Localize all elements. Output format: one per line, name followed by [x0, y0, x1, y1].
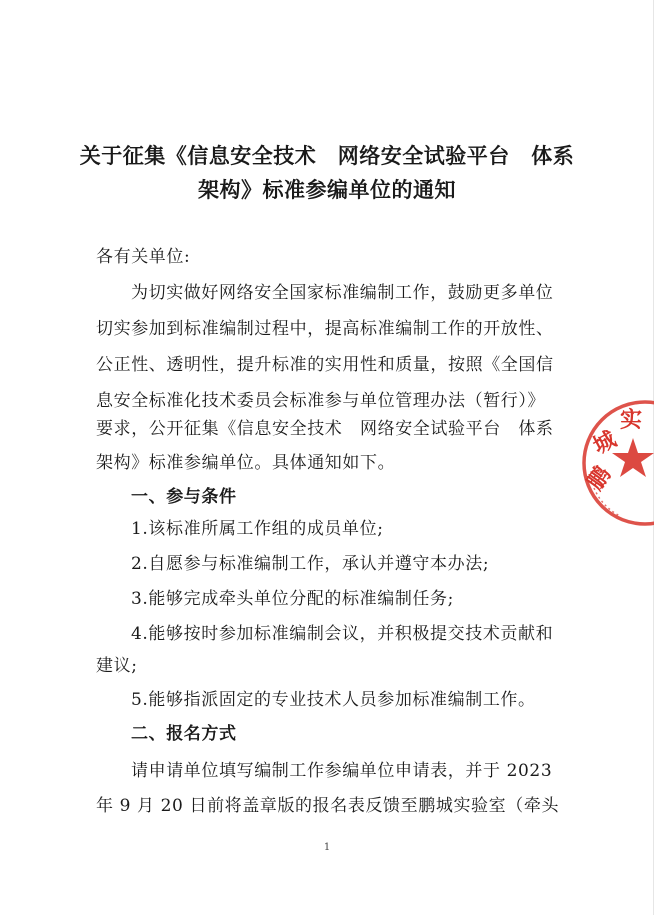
intro-line: 架构》标准参编单位。具体通知如下。	[96, 453, 396, 473]
intro-line: 公正性、透明性，提升标准的实用性和质量，按照《全国信	[96, 355, 554, 375]
condition-item: 2.自愿参与标准编制工作，承认并遵守本办法;	[131, 554, 490, 574]
seal-glyph: 城	[588, 426, 621, 460]
application-line: 请申请单位填写编制工作参编单位申请表，并于 2023	[131, 761, 553, 781]
seal-glyph: 实	[620, 407, 643, 433]
document-title-line-2: 架构》标准参编单位的通知	[198, 177, 456, 202]
seal-glyph: 鹏	[582, 461, 617, 495]
intro-line: 息安全标准化技术委员会标准参与单位管理办法（暂行）》	[96, 391, 546, 411]
section-1-heading: 一、参与条件	[131, 487, 237, 507]
page-number: 1	[323, 842, 331, 853]
application-line: 年 9 月 20 日前将盖章版的报名表反馈至鹏城实验室（牵头	[96, 796, 560, 816]
document-title-line-1: 关于征集《信息安全技术 网络安全试验平台 体系	[79, 143, 575, 168]
condition-item: 4.能够按时参加标准编制会议，并积极提交技术贡献和	[131, 624, 554, 644]
condition-item: 3.能够完成牵头单位分配的标准编制任务;	[131, 589, 454, 609]
section-2-heading: 二、报名方式	[131, 724, 237, 744]
intro-line: 切实参加到标准编制过程中，提高标准编制工作的开放性、	[96, 319, 554, 339]
salutation: 各有关单位:	[96, 247, 191, 267]
condition-item: 5.能够指派固定的专业技术人员参加标准编制工作。	[131, 690, 536, 710]
official-seal-stamp	[580, 398, 654, 528]
intro-line: 为切实做好网络安全国家标准编制工作，鼓励更多单位	[131, 283, 554, 303]
condition-item-continued: 建议;	[96, 656, 138, 676]
condition-item: 1.该标准所属工作组的成员单位;	[131, 519, 384, 539]
intro-line: 要求，公开征集《信息安全技术 网络安全试验平台 体系	[96, 419, 554, 439]
